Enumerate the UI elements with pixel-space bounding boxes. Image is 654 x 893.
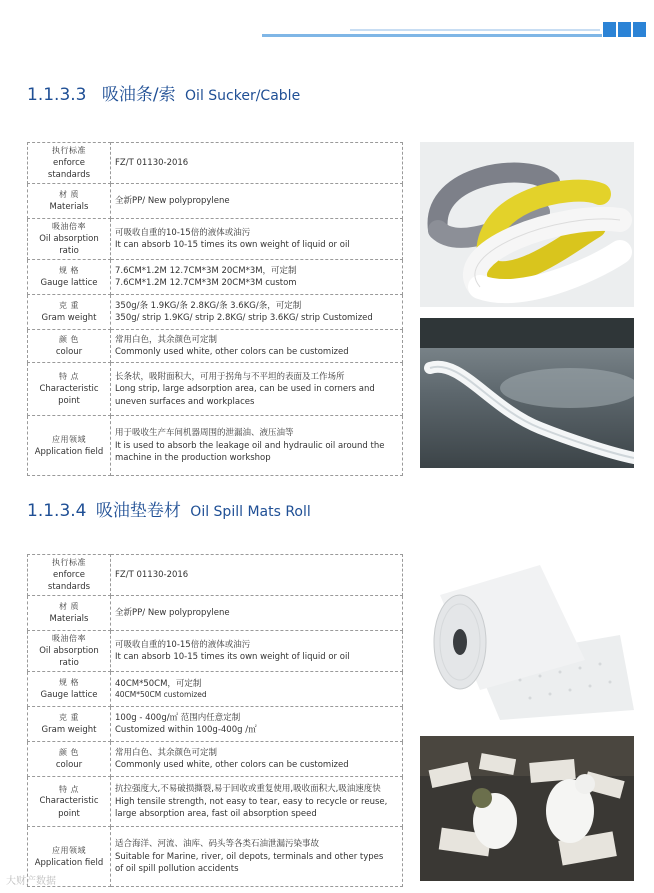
oil-sucker-product-photo: [420, 142, 634, 307]
table-row: [28, 631, 403, 672]
table-row: [28, 330, 403, 363]
section-title-oil-spill-mats: [27, 496, 311, 521]
section-title-zh: 吸油条/索: [101, 85, 176, 105]
table-row: [28, 219, 403, 260]
table-row: [28, 742, 403, 777]
row-value: 100g - 400g/㎡ 范围内任意定制 Customized within 100g-400g /㎡: [111, 707, 403, 742]
row-label: 应用领域 Application field: [28, 827, 111, 887]
row-label: 材 质 Materials: [28, 596, 111, 631]
table-row: [28, 555, 403, 596]
spec-table-oil-sucker: [27, 142, 403, 476]
spec-table-oil-spill-mats: [27, 554, 403, 887]
table-row: [28, 295, 403, 330]
row-label: 颜 色 colour: [28, 330, 111, 363]
row-value: 350g/条 1.9KG/条 2.8KG/条 3.6KG/条，可定制 350g/ strip 1.9KG/ strip 2.8KG/ strip 3.6KG/ strip Customized: [111, 295, 403, 330]
table-row: [28, 596, 403, 631]
page-header-decoration: [0, 0, 654, 50]
table-row: [28, 260, 403, 295]
row-value: 全新PP/ New polypropylene: [111, 596, 403, 631]
row-label: 特 点 Characteristic point: [28, 777, 111, 827]
row-value: 全新PP/ New polypropylene: [111, 184, 403, 219]
section-title-en: Oil Spill Mats Roll: [190, 504, 311, 520]
section-number: 1.1.3.3: [27, 85, 87, 105]
row-label: 应用领域 Application field: [28, 416, 111, 476]
section-title-en: Oil Sucker/Cable: [185, 88, 301, 104]
watermark-text: 大财产数据: [6, 876, 56, 887]
cleanup-workers-illustration: [420, 736, 634, 881]
row-value: 用于吸收生产车间机器周围的泄漏油、液压油等 It is used to absorb the leakage oil and hydraulic oil around the machine in the production workshop: [111, 416, 403, 476]
row-label: 执行标准 enforce standards: [28, 555, 111, 596]
row-label: 吸油倍率 Oil absorption ratio: [28, 219, 111, 260]
table-row: [28, 143, 403, 184]
row-value: 可吸收自重的10-15倍的液体或油污 It can absorb 10-15 times its own weight of liquid or oil: [111, 219, 403, 260]
row-label: 吸油倍率 Oil absorption ratio: [28, 631, 111, 672]
oil-boom-water-photo: [420, 318, 634, 468]
section-number: 1.1.3.4: [27, 501, 87, 521]
row-value: 可吸收自重的10-15倍的液体或油污 It can absorb 10-15 times its own weight of liquid or oil: [111, 631, 403, 672]
row-value: 7.6CM*1.2M 12.7CM*3M 20CM*3M，可定制 7.6CM*1.2M 12.7CM*3M 20CM*3M custom: [111, 260, 403, 295]
row-value: 抗拉强度大,不易破损撕裂,易于回收或重复使用,吸收面积大,吸油速度快 High tensile strength, not easy to tear, easy to recycle or reuse, large absorption area, fast oil absorption speed: [111, 777, 403, 827]
row-label: 颜 色 colour: [28, 742, 111, 777]
header-block-3: [633, 22, 646, 37]
table-row: [28, 363, 403, 416]
header-block-2: [618, 22, 631, 37]
row-label: 特 点 Characteristic point: [28, 363, 111, 416]
table-row: [28, 827, 403, 887]
header-rule-light: [350, 29, 600, 31]
mat-roll-illustration: [420, 540, 634, 720]
row-label: 材 质 Materials: [28, 184, 111, 219]
row-value: 常用白色、其余颜色可定制 Commonly used white, other colors can be customized: [111, 742, 403, 777]
row-label: 克 重 Gram weight: [28, 295, 111, 330]
row-value: 40CM*50CM，可定制 40CM*50CM customized: [111, 672, 403, 707]
row-label: 规 格 Gauge lattice: [28, 672, 111, 707]
oil-spill-mat-roll-photo: [420, 540, 634, 720]
header-rule: [262, 34, 602, 37]
row-value: FZ/T 01130-2016: [111, 555, 403, 596]
table-row: [28, 416, 403, 476]
row-value: 常用白色，其余颜色可定制 Commonly used white, other colors can be customized: [111, 330, 403, 363]
oil-spill-cleanup-photo: [420, 736, 634, 881]
section-title-oil-sucker: [27, 80, 300, 105]
table-row: [28, 672, 403, 707]
row-label: 规 格 Gauge lattice: [28, 260, 111, 295]
header-block-1: [603, 22, 616, 37]
row-value: FZ/T 01130-2016: [111, 143, 403, 184]
oil-sucker-product-illustration: [420, 142, 634, 307]
row-value: 适合海洋、河流、油库、码头等各类石油泄漏污染事故 Suitable for Marine, river, oil depots, terminals and other types of oil spill pollution accidents: [111, 827, 403, 887]
table-row: [28, 707, 403, 742]
section-title-zh: 吸油垫卷材: [95, 501, 181, 521]
row-label: 执行标准 enforce standards: [28, 143, 111, 184]
row-label: 克 重 Gram weight: [28, 707, 111, 742]
row-value: 长条状，吸附面积大，可用于拐角与不平坦的表面及工作场所 Long strip, large adsorption area, can be used in corners and uneven surfaces and workplaces: [111, 363, 403, 416]
oil-boom-water-illustration: [420, 318, 634, 468]
table-row: [28, 777, 403, 827]
table-row: [28, 184, 403, 219]
